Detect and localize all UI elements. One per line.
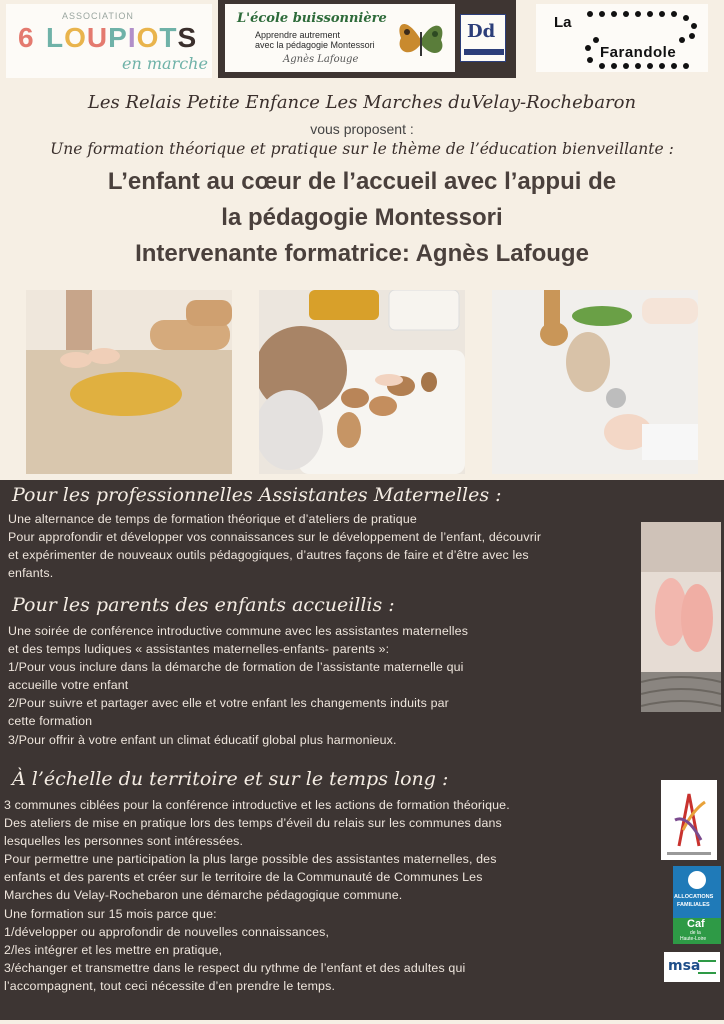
dd-logo-text: Dd (467, 21, 496, 42)
loupiots-letter: S (177, 22, 198, 53)
farandole-la: La (554, 14, 572, 31)
dd-logo-bar (464, 49, 504, 55)
parents-section-body (8, 622, 468, 749)
parents-line: 3/Pour offrir à votre enfant un climat éducatif global plus harmonieux. (8, 732, 397, 747)
proposent-text: vous proposent : (310, 121, 414, 137)
ecole-buissonniere-logo (225, 4, 455, 72)
caf-logo (673, 866, 721, 944)
marches-velay-logo (661, 780, 717, 860)
loupiots-logo (6, 4, 212, 78)
loupiots-subtitle: en marche (122, 54, 208, 73)
parents-line: cette formation (8, 714, 93, 729)
photo-baby-feet (641, 522, 721, 712)
ecole-author: Agnès Lafouge (283, 54, 359, 65)
loupiots-name (46, 22, 197, 54)
territoire-line: Pour permettre une participation la plus large possible des assistantes maternelles, des (4, 852, 497, 867)
territoire-line: enfants et des parents et créer sur le territoire de la Communauté de Communes Les (4, 870, 483, 885)
pros-line: Une alternance de temps de formation théorique et d’ateliers de pratique (8, 512, 417, 526)
dd-logo (460, 14, 506, 62)
photo-child-feet-grains (26, 290, 232, 474)
parents-line: 2/Pour suivre et partager avec elle et votre enfant les changements induits par (8, 696, 449, 711)
caf-line4: de la (690, 930, 701, 936)
parents-section-title: Pour les parents des enfants accueillis : (12, 594, 395, 616)
pros-section-title: Pour les professionnelles Assistantes Maternelles : (12, 484, 502, 506)
territoire-line: lesquelles les personnes sont intéressées. (4, 834, 244, 849)
territoire-line: Une formation sur 15 mois parce que: (4, 906, 217, 921)
logo-bar (0, 0, 724, 82)
main-title-line3: Intervenante formatrice: Agnès Lafouge (135, 240, 589, 267)
bottom-strip (0, 1020, 724, 1024)
caf-line1: ALLOCATIONS (674, 894, 714, 900)
loupiots-letter: U (86, 22, 109, 53)
territoire-line: 1/développer ou approfondir de nouvelles connaissances, (4, 924, 330, 939)
farandole-name: Farandole (600, 44, 677, 61)
territoire-line: 3 communes ciblées pour la conférence introductive et les actions de formation théorique. (4, 798, 510, 812)
loupiots-letter: O (64, 22, 87, 53)
parents-line: Une soirée de conférence introductive commune avec les assistantes maternelles (8, 624, 469, 638)
loupiots-letter: T (159, 22, 178, 53)
formation-subtitle: Une formation théorique et pratique sur le thème de l’éducation bienveillante : (50, 140, 674, 158)
territoire-line: Des ateliers de mise en pratique lors des temps d’éveil du relais sur les communes dans (4, 816, 502, 831)
territoire-line: 3/échanger et transmettre dans le respect du rythme de l’enfant et des adultes qui (4, 960, 466, 975)
pros-line: Pour approfondir et développer vos connaissances sur le développement de l’enfant, découvrir (8, 530, 542, 545)
pros-section-body (8, 510, 541, 582)
msa-logo-lines (698, 960, 716, 974)
parents-line: 1/Pour vous inclure dans la démarche de formation de l’assistante maternelle qui (8, 660, 464, 675)
pros-line: enfants. (8, 566, 54, 581)
territoire-section-body (4, 796, 510, 995)
loupiots-letter: O (136, 22, 160, 53)
msa-logo-text: msa (668, 958, 701, 974)
butterfly-icon (393, 10, 449, 66)
info-panel (0, 480, 724, 1020)
parents-line: et des temps ludiques « assistantes maternelles-enfants- parents »: (8, 642, 390, 657)
pros-line: et expérimenter de nouveaux outils pédagogiques, d’autres façons de faire et d’être avec les (8, 548, 529, 563)
caf-line2: FAMILIALES (677, 902, 710, 908)
msa-logo (664, 952, 720, 982)
caf-line5: Haute-Loire (680, 936, 707, 942)
loupiots-assoc-label: ASSOCIATION (62, 11, 134, 21)
loupiots-number: 6 (18, 22, 34, 53)
territoire-line: Marches du Velay-Rochebaron une démarche pédagogique commune. (4, 888, 403, 903)
loupiots-letter: P (108, 22, 128, 53)
photo-strip (26, 290, 698, 474)
main-title-line2: la pédagogie Montessori (221, 204, 503, 231)
territoire-line: 2/les intégrer et les mettre en pratique, (4, 942, 223, 957)
main-title (0, 164, 724, 272)
ecole-line2: avec la pédagogie Montessori (255, 40, 375, 50)
relais-heading: Les Relais Petite Enfance Les Marches duVelay-Rochebaron (87, 92, 637, 113)
loupiots-letter: I (127, 22, 137, 53)
main-title-line1: L’enfant au cœur de l’accueil avec l’appui de (107, 168, 617, 195)
photo-child-wooden-animals (492, 290, 698, 474)
loupiots-letter: L (46, 22, 65, 53)
parents-line: accueille votre enfant (8, 678, 129, 693)
photo-child-wooden-tray (259, 290, 465, 474)
territoire-section-title: À l’échelle du territoire et sur le temps long : (12, 768, 449, 790)
farandole-logo (536, 4, 708, 72)
ecole-title: L'école buissonnière (237, 11, 387, 26)
territoire-line: l’accompagnent, tout ceci nécessite d’en prendre le temps. (4, 978, 336, 993)
ecole-line1: Apprendre autrement (255, 30, 341, 40)
caf-line3: Caf (687, 918, 705, 930)
header (0, 92, 724, 272)
